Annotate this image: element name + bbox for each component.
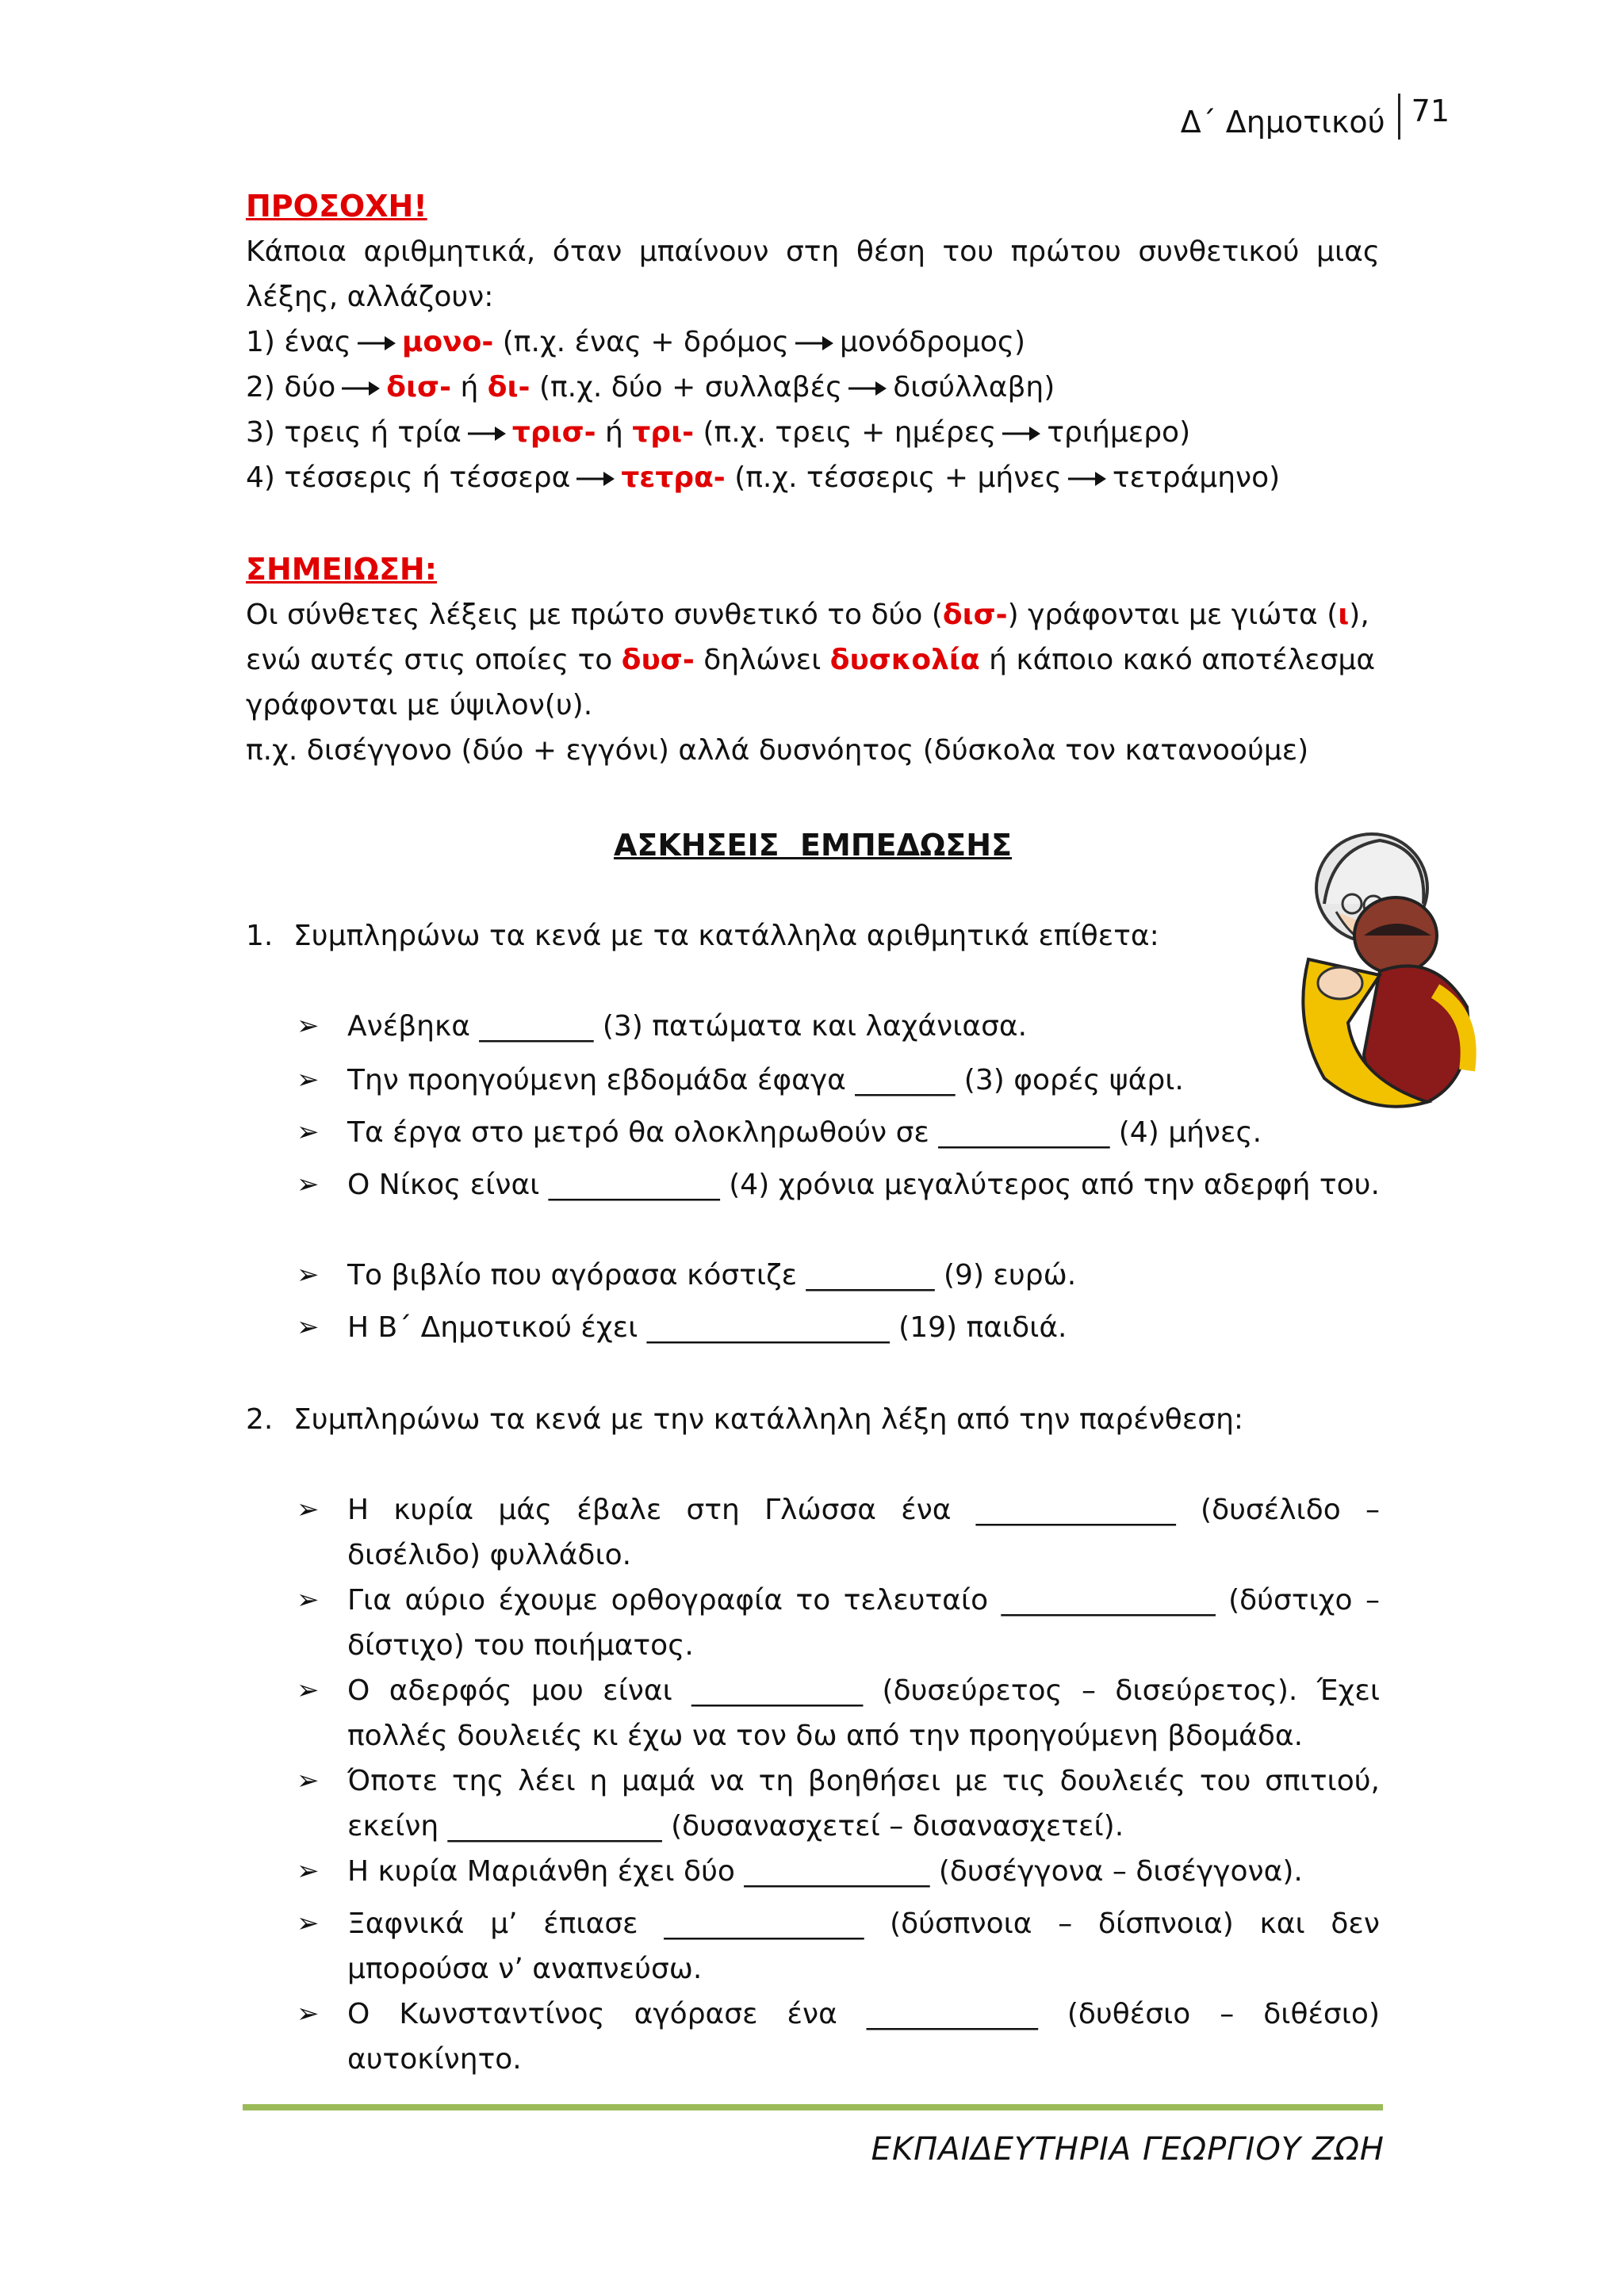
prosoxi-section	[246, 184, 1380, 500]
item-number: 4)	[246, 461, 275, 494]
spacer	[726, 461, 734, 494]
exercise-item-text: Τα έργα στο μετρό θα ολοκληρωθούν σε ____________ (4) μήνες.	[347, 1116, 1262, 1149]
simeiosi-text: ή κάποιο κακό αποτέλεσμα	[979, 644, 1376, 676]
exercise-item	[297, 1487, 1380, 1578]
dys-prefix: δυσ-	[621, 644, 695, 676]
prosoxi-item	[246, 455, 1380, 500]
exercise-1-prompt	[246, 913, 1380, 959]
grandmother-hugging-child-clipart	[1277, 817, 1483, 1118]
example-start: (π.χ. τέσσερις + μήνες	[734, 461, 1062, 494]
prosoxi-heading: ΠΡΟΣΟΧΗ!	[246, 189, 427, 224]
spacer	[530, 371, 538, 404]
spacer	[275, 416, 284, 449]
simeiosi-text: ) γράφονται με γιώτα (	[1007, 599, 1339, 631]
arrowhead-bullet-icon: ➢	[297, 1855, 320, 1887]
footer-divider	[243, 2104, 1383, 2110]
simeiosi-example: π.χ. δισέγγονο (δύο + εγγόνι) αλλά δυσνόητος (δύσκολα τον κατανοούμε)	[246, 734, 1309, 767]
spacer	[493, 326, 502, 358]
right-arrow-icon	[847, 377, 888, 400]
arrowhead-bullet-icon: ➢	[297, 1765, 320, 1797]
numeral-word: τρεις ή τρία	[284, 416, 462, 449]
numeral-word: δύο	[284, 371, 336, 404]
footer-school-name: ΕΚΠΑΙΔΕΥΤΗΡΙΑ ΓΕΩΡΓΙΟΥ ΖΩΗ	[871, 2131, 1385, 2168]
spacer	[478, 371, 487, 404]
numeral-word: τέσσερις ή τέσσερα	[284, 461, 571, 494]
arrowhead-bullet-icon: ➢	[297, 1311, 320, 1343]
arrowhead-bullet-icon: ➢	[297, 1908, 320, 1939]
exercise-item	[297, 1110, 1380, 1155]
arrowhead-bullet-icon: ➢	[297, 1064, 320, 1096]
right-arrow-icon	[340, 377, 381, 400]
exercise-item	[297, 1578, 1380, 1668]
right-arrow-icon	[1067, 467, 1108, 491]
arrowhead-bullet-icon: ➢	[297, 1259, 320, 1291]
simeiosi-text: ενώ αυτές στις οποίες το	[246, 644, 622, 676]
exercise-item	[297, 1305, 1380, 1350]
or-word: ή	[460, 371, 479, 404]
page-header	[1181, 94, 1450, 140]
header-title: Δ΄ Δημοτικού	[1180, 105, 1385, 140]
exercise-item-text: Όποτε της λέει η μαμά να τη βοηθήσει με τις δουλειές του σπιτιού, εκείνη _______________ (δυσανασχετεί – δισανασχετεί).	[347, 1765, 1380, 1843]
prosoxi-item	[246, 410, 1380, 455]
prosoxi-intro: Κάποια αριθμητικά, όταν μπαίνουν στη θέση του πρώτου συνθετικού μιας λέξης, αλλάζουν:	[246, 235, 1380, 313]
right-arrow-icon	[794, 331, 835, 355]
example-start: (π.χ. ένας + δρόμος	[502, 326, 790, 358]
exercise-1-number: 1.	[246, 920, 274, 952]
simeiosi-line-3: γράφονται με ύψιλον(υ).	[246, 689, 593, 721]
numeral-prefix-alt: τρι-	[632, 416, 695, 449]
exercise-item-text: Ξαφνικά μ’ έπιασε ______________ (δύσπνοια – δίσπνοια) και δεν μπορούσα ν’ αναπνεύσω.	[347, 1908, 1380, 1985]
exercise-item-text: Ανέβηκα ________ (3) πατώματα και λαχάνιασα.	[347, 1010, 1028, 1043]
numeral-prefix: τετρα-	[621, 461, 726, 494]
numeral-word: ένας	[284, 326, 351, 358]
numeral-prefix: τρισ-	[511, 416, 596, 449]
simeiosi-text: Οι σύνθετες λέξεις με πρώτο συνθετικό το δύο (	[246, 599, 943, 631]
exercise-item-text: Για αύριο έχουμε ορθογραφία το τελευταίο _______________ (δύστιχο – δίστιχο) του ποιήματος.	[347, 1584, 1380, 1662]
exercise-item	[297, 1758, 1380, 1849]
exercise-item-text: Ο αδερφός μου είναι ____________ (δυσεύρετος – δισεύρετος). Έχει πολλές δουλειές κι έχω να τον δω από την προηγούμενη βδομάδα.	[347, 1674, 1380, 1752]
dis-prefix: δισ-	[942, 599, 1008, 631]
simeiosi-text: ),	[1349, 599, 1369, 631]
numeral-prefix: δισ-	[386, 371, 452, 404]
example-result: μονόδρομος)	[840, 326, 1026, 358]
numeral-prefix-alt: δι-	[487, 371, 530, 404]
exercise-item	[297, 1253, 1380, 1298]
exercise-item-text: Η κυρία Μαριάνθη έχει δύο _____________ (δυσέγγονα – δισέγγονα).	[347, 1855, 1303, 1888]
spacer	[275, 461, 284, 494]
exercise-2-prompt	[246, 1397, 1380, 1442]
spacer	[623, 416, 632, 449]
prosoxi-list	[246, 320, 1380, 500]
simeiosi-section	[246, 547, 1380, 773]
item-number: 1)	[246, 326, 275, 358]
simeiosi-text: δηλώνει	[694, 644, 830, 676]
arrowhead-bullet-icon: ➢	[297, 1584, 320, 1616]
arrowhead-bullet-icon: ➢	[297, 1998, 320, 2030]
example-result: τετράμηνο)	[1112, 461, 1281, 494]
right-arrow-icon	[466, 422, 508, 446]
simeiosi-line-2	[246, 637, 1380, 683]
exercise-item	[297, 1004, 1380, 1049]
arrowhead-bullet-icon: ➢	[297, 1674, 320, 1706]
exercise-item-text: Η Β΄ Δημοτικού έχει _________________ (19) παιδιά.	[347, 1311, 1067, 1344]
item-number: 3)	[246, 416, 275, 449]
arrowhead-bullet-icon: ➢	[297, 1010, 320, 1042]
exercises-title-wrap	[246, 823, 1380, 869]
spacer	[275, 371, 284, 404]
example-result: δισύλλαβη)	[893, 371, 1055, 404]
right-arrow-icon	[356, 331, 397, 355]
or-word: ή	[605, 416, 623, 449]
exercise-item-text: Ο Νίκος είναι ____________ (4) χρόνια μεγαλύτερος από την αδερφή του.	[347, 1169, 1380, 1201]
spacer	[451, 371, 460, 404]
exercise-item	[297, 1668, 1380, 1758]
numeral-prefix: μονο-	[401, 326, 494, 358]
spacer	[275, 326, 284, 358]
example-start: (π.χ. δύο + συλλαβές	[538, 371, 843, 404]
arrowhead-bullet-icon: ➢	[297, 1494, 320, 1525]
right-arrow-icon	[575, 467, 616, 491]
dyskolia-word: δυσκολία	[829, 644, 980, 676]
arrowhead-bullet-icon: ➢	[297, 1116, 320, 1148]
exercise-2-number: 2.	[246, 1403, 274, 1436]
exercises-title: ΑΣΚΗΣΕΙΣ ΕΜΠΕΔΩΣΗΣ	[613, 828, 1013, 863]
right-arrow-icon	[1001, 422, 1042, 446]
exercise-item	[297, 1162, 1380, 1207]
exercise-item-text: Την προηγούμενη εβδομάδα έφαγα _______ (3) φορές ψάρι.	[347, 1064, 1184, 1096]
exercise-1-text: Συμπληρώνω τα κενά με τα κατάλληλα αριθμητικά επίθετα:	[293, 920, 1159, 952]
simeiosi-heading: ΣΗΜΕΙΩΣΗ:	[246, 552, 437, 587]
exercise-item-text: Η κυρία μάς έβαλε στη Γλώσσα ένα ______________ (δυσέλιδο – δισέλιδο) φυλλάδιο.	[347, 1494, 1380, 1571]
exercise-item	[297, 1992, 1380, 2082]
spacer	[694, 416, 703, 449]
item-number: 2)	[246, 371, 275, 404]
exercise-item	[297, 1901, 1380, 1992]
exercise-item	[297, 1058, 1380, 1103]
prosoxi-item	[246, 365, 1380, 410]
exercise-item	[297, 1849, 1380, 1894]
exercise-2-text: Συμπληρώνω τα κενά με την κατάλληλη λέξη από την παρένθεση:	[293, 1403, 1244, 1436]
example-result: τριήμερο)	[1047, 416, 1191, 449]
prosoxi-item	[246, 320, 1380, 365]
example-start: (π.χ. τρεις + ημέρες	[703, 416, 997, 449]
page-number: 71	[1411, 94, 1450, 128]
arrowhead-bullet-icon: ➢	[297, 1169, 320, 1200]
exercise-item-text: Το βιβλίο που αγόρασα κόστιζε _________ (9) ευρώ.	[347, 1259, 1077, 1292]
simeiosi-line-1	[246, 592, 1380, 637]
iota-letter: ι	[1338, 599, 1350, 631]
spacer	[596, 416, 605, 449]
exercise-item-text: Ο Κωνσταντίνος αγόρασε ένα ____________ (δυθέσιο – διθέσιο) αυτοκίνητο.	[347, 1998, 1380, 2076]
